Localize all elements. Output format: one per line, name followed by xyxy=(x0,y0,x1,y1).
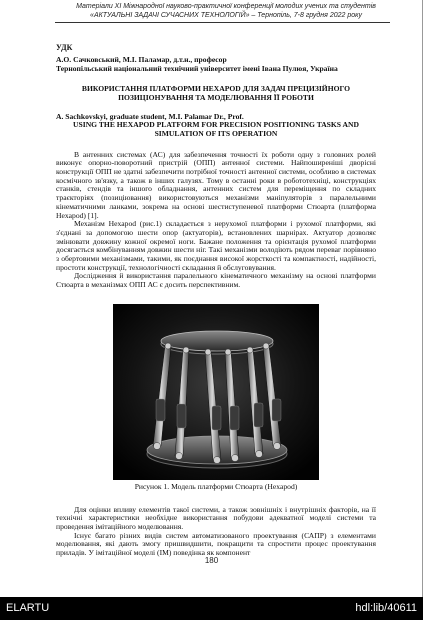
repository-footer xyxy=(0,597,423,620)
paragraph-3: Дослідження й використання паралельного кінематичного механізму на основі платформи Стюарта в механізмах ОПП АС є досить перспективним. xyxy=(56,271,376,290)
repository-name[interactable]: ELARTU xyxy=(6,602,50,614)
affiliation: Тернопільський національний технічний університет імені Івана Пулюя, Україна xyxy=(56,64,338,74)
title-en: USING THE HEXAPOD PLATFORM FOR PRECISION POSITIONING TASKS AND SIMULATION OF ITS OPERATION xyxy=(73,120,359,138)
paragraph-1: В антенних системах (АС) для забезпечення точності їх роботи одну з головних ролей виконує опорно-поворотний пристрій (ОПП) антенної системи. Найпоширеніші дворісні конструкції ОПП не здатні забезпечити потрібної точності антенної системи, особливо в системах космічного зв'язку, а також в інших галузях. Тому в останні роки в робототехніці, конструкціях станків, стендів та іншого обладнання, антенних систем для переміщення по складних траєкторіях (позиціювання) використовуються механізми маніпуляторів з паралельними кінематичними ланками, зокрема на основі шестиступеневої платформи Стюарта (платформа Hexapod) [1]. xyxy=(56,149,376,220)
header-divider xyxy=(55,22,390,23)
article-body xyxy=(56,24,376,558)
conference-header xyxy=(66,3,386,20)
authors-ua: А.О. Сачковський, М.І. Паламар, д.т.н., професор xyxy=(56,54,227,64)
authors-en: A. Sachkovskyi, graduate student, M.I. Palamar Dr., Prof. xyxy=(56,111,244,121)
hexapod-figure xyxy=(113,304,319,480)
handle-identifier[interactable]: hdl:lib/40611 xyxy=(355,602,417,614)
header-line-1: Матеріали XI Міжнародної науково-практичної конференції молодих учених та студентів xyxy=(76,3,376,10)
paragraph-5: Існує багато різних видів систем автоматизованого проектування (САПР) з елементами моделювання, які дають змогу пришвидшити, покращити та спростити процес проектування приладів. У імітаційної моделі (ІМ) поведінка як компонент xyxy=(56,530,376,558)
page-number: 180 xyxy=(204,556,219,565)
paragraph-4: Для оцінки впливу елементів такої системи, а також зовнішніх і внутрішніх факторів, на її технічні характеристики необхідне використання побудови адекватної моделі системи та проведення імітаційного моделювання. xyxy=(56,504,376,531)
figure-caption: Рисунок 1. Модель платформи Стюарта (Hexapod) xyxy=(134,481,298,491)
udc-label: УДК xyxy=(56,43,73,52)
hexapod-image xyxy=(113,304,319,480)
paragraph-2: Механізм Hexapod (рис.1) складається з нерухомої платформи і рухомої платформи, які з'єднані за допомогою шести опор (актуаторів), встановлених шарнірах. Актуатор дозволяє змінювати довжину кожної окремої ноги. Бажане положення та орієнтація рухомої платформи досягається комбінуванням довжин шести ніг. Такі механізми володіють рядом переваг порівняно з обертовими механізмами, такими, як поєднання високої жорсткості та компактності, надійності, простоти конструкції, технологічності складання й обслуговування. xyxy=(56,219,376,272)
header-line-2: «АКТУАЛЬНІ ЗАДАЧІ СУЧАСНИХ ТЕХНОЛОГІЙ» – Тернопіль, 7-8 грудня 2022 року xyxy=(90,11,362,19)
title-ua: ВИКОРИСТАННЯ ПЛАТФОРМИ HEXAPOD ДЛЯ ЗАДАЧ ПРЕЦИЗІЙНОГО ПОЗИЦІОНУВАННЯ ТА МОДЕЛЮВАННЯ ЇЇ РОБОТИ xyxy=(81,84,351,102)
